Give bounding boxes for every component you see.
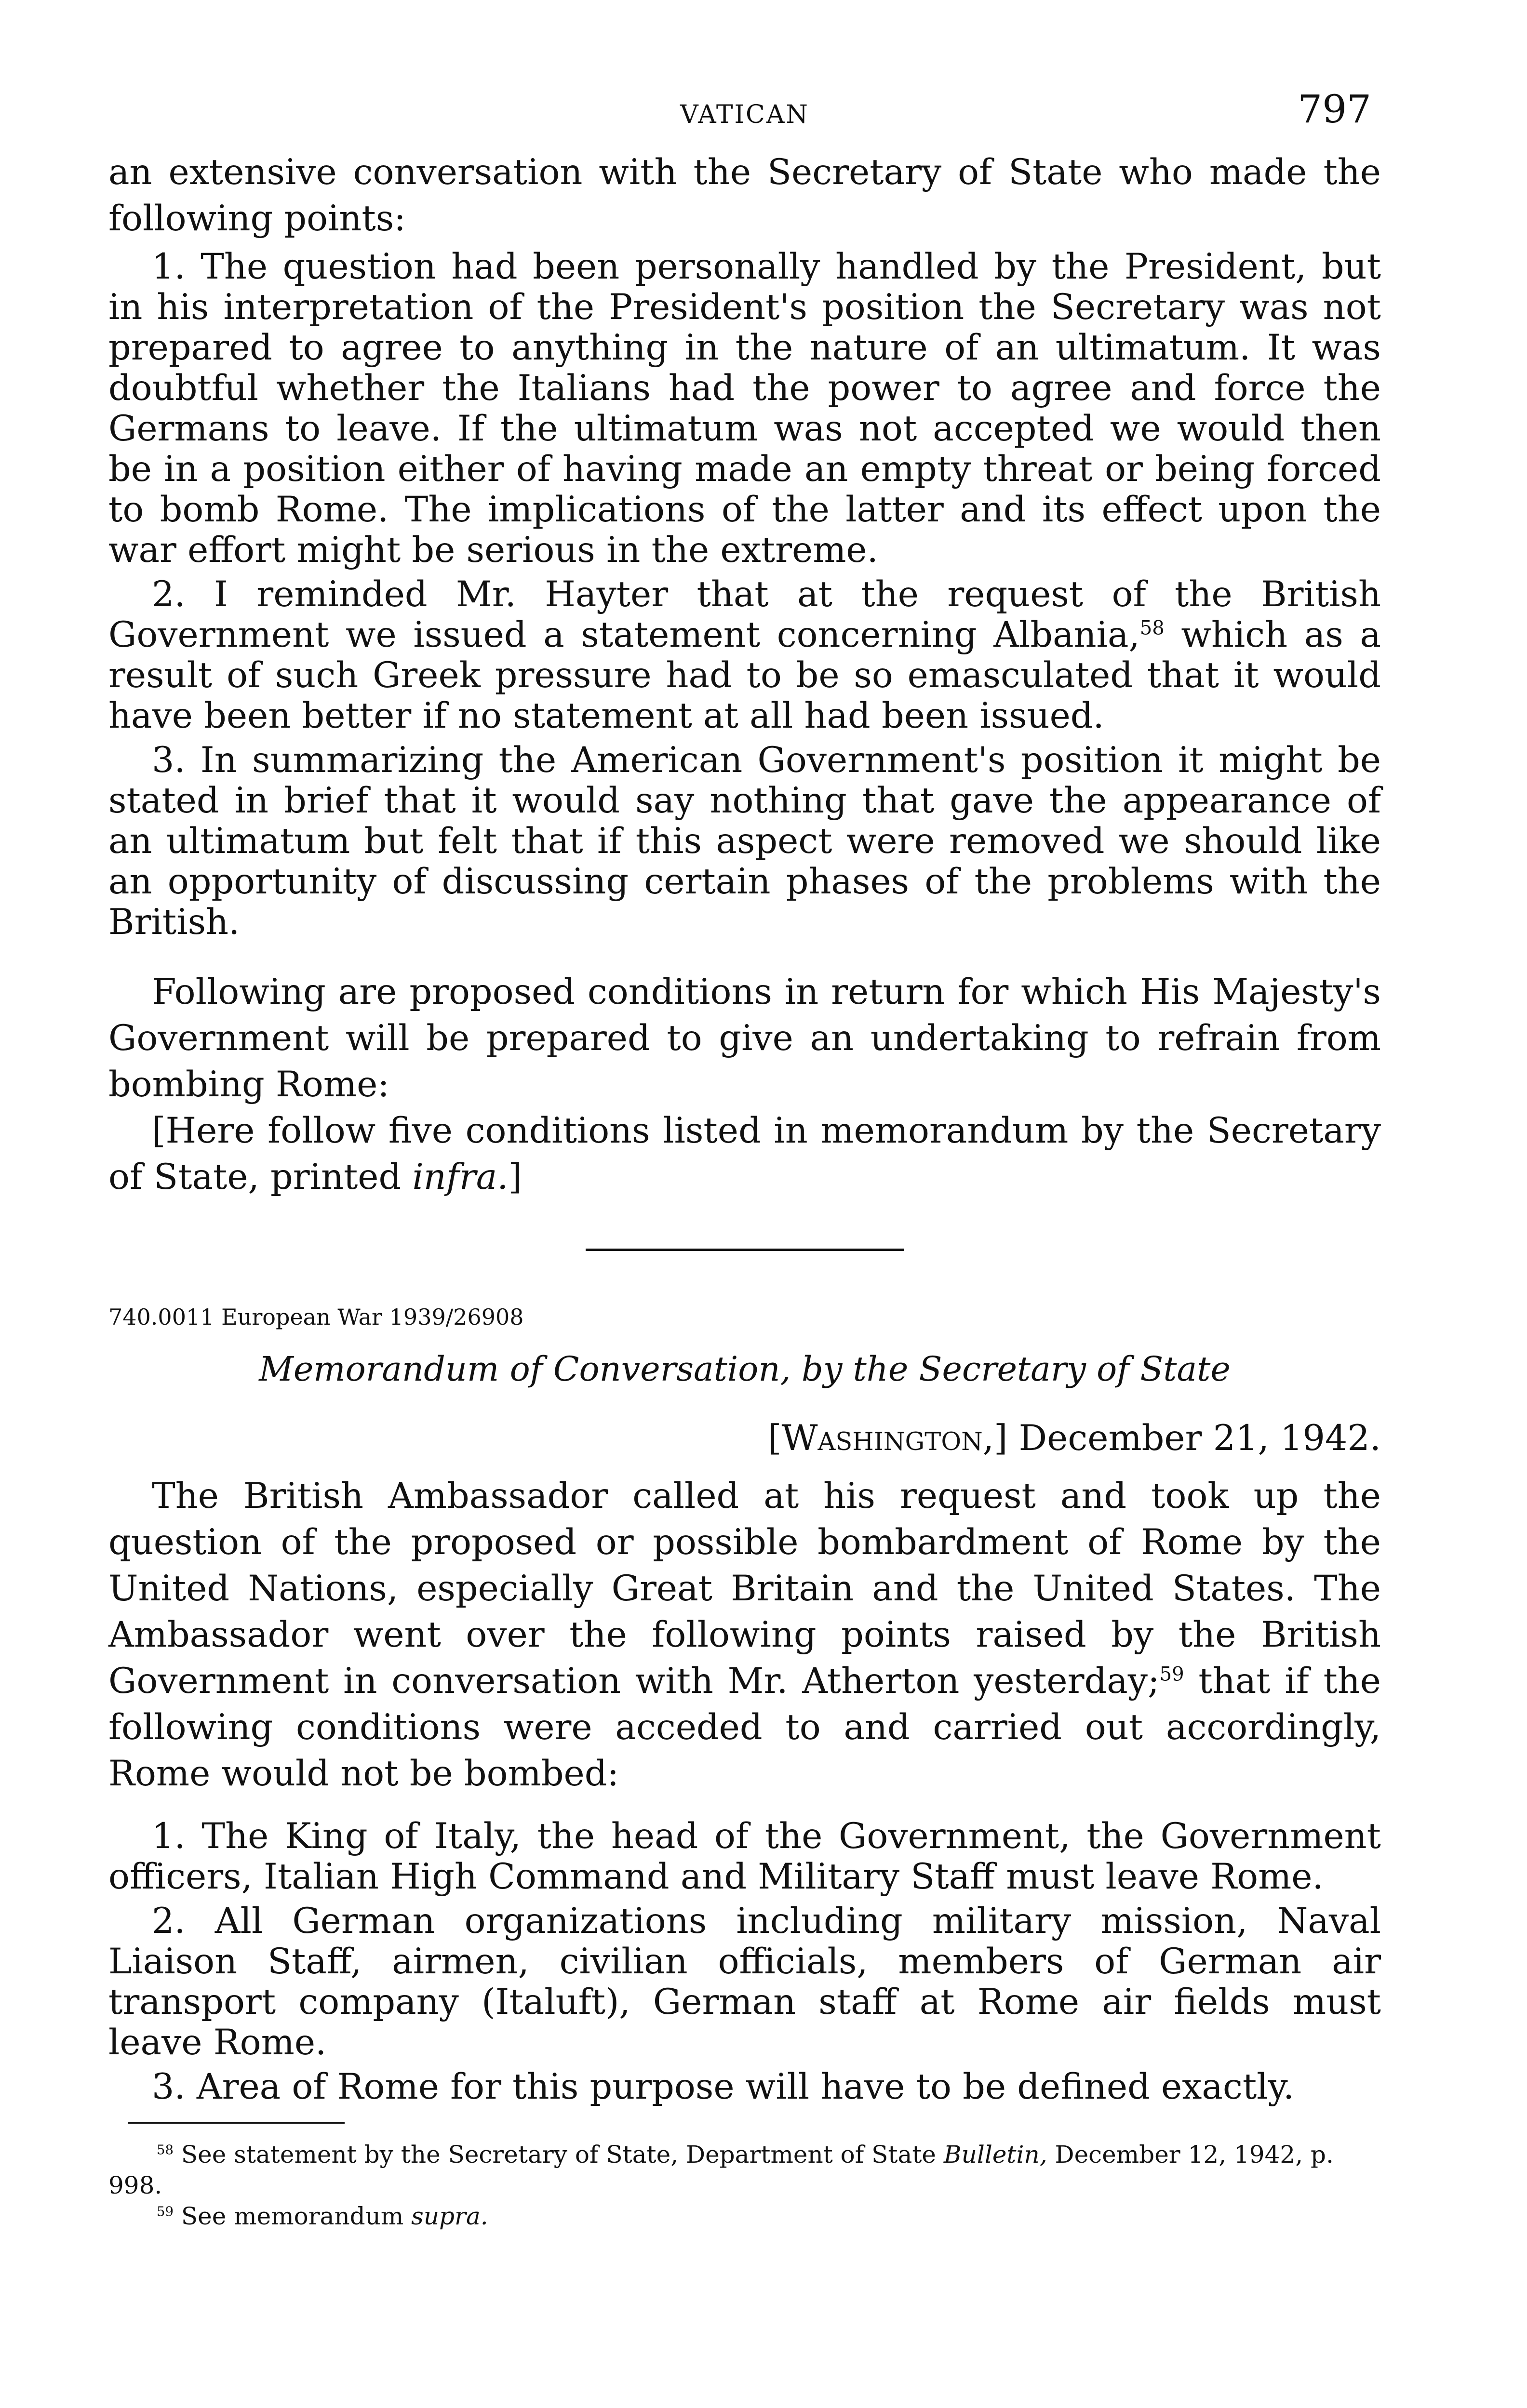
point-2: 2. I reminded Mr. Hayter that at the request of the British Government we issued a statement concerning Albania,$^{58}$ which as a result of such Greek pressure had to be so emasculated that it would have been better if no statement at all had been issued. <box>108 574 1381 736</box>
page-number: 797 <box>1298 87 1371 132</box>
footnote-rule <box>128 2122 345 2124</box>
condition-2: 2. All German organizations including military mission, Naval Liaison Staff, airmen, civilian officials, members of German air transport company (Italuft), German staff at Rome air fields must leave Rome. <box>108 1901 1381 2063</box>
following-paragraph: Following are proposed conditions in return for which His Majesty's Government will be prepared to give an undertaking to refrain from bombing Rome: <box>108 971 1381 1105</box>
point-3: 3. In summarizing the American Government's position it might be stated in brief that it would say nothing that gave the appearance of an ultimatum but felt that if this aspect were removed we should like an opportunity of discussing certain phases of the problems with the British. <box>108 740 1381 943</box>
point-1: 1. The question had been personally handled by the President, but in his interpretation of the President's position the Secretary was not prepared to agree to anything in the nature of an ultimatum. It was doubtful whether the Italians had the power to agree and force the Germans to leave. If the ultimatum was not accepted we would then be in a position either of having made an empty threat or being forced to bomb Rome. The implications of the latter and its effect upon the war effort might be serious in the extreme. <box>108 246 1381 571</box>
memo-paragraph: The British Ambassador called at his request and took up the question of the proposed or possible bombardment of Rome by the United Nations, especially Great Britain and the United States. The Ambassador went over the following points raised by the British Government in conversation with Mr. Atherton yesterday;$^{59}$ that if the following conditions were acceded to and carried out accordingly, Rome would not be bombed: <box>108 1476 1381 1794</box>
page-header <box>108 87 1381 149</box>
footnote-59: $^{59}$ See memorandum supra. <box>157 2202 488 2230</box>
condition-3: 3. Area of Rome for this purpose will have to be defined exactly. <box>152 2066 1295 2107</box>
footnote-58: $^{58}$ See statement by the Secretary of State, Department of State Bulletin, December 12, 1942, p. 998. <box>108 2141 1334 2199</box>
memo-title: Memorandum of Conversation, by the Secretary of State <box>259 1349 1231 1389</box>
secretary-points <box>108 247 1381 943</box>
condition-1: 1. The King of Italy, the head of the Government, the Government officers, Italian High Command and Military Staff must leave Rome. <box>108 1816 1381 1897</box>
footnote-ref-59[interactable]: 59 <box>1159 1663 1184 1686</box>
dateline: [Washington,] December 21, 1942. <box>768 1418 1381 1459</box>
intro-paragraph: an extensive conversation with the Secretary of State who made the following points: <box>108 152 1381 239</box>
conditions-list <box>108 1816 1381 2107</box>
footnote-ref-58[interactable]: 58 <box>1139 617 1165 639</box>
document-page <box>108 87 1381 2232</box>
running-title: VATICAN <box>680 100 809 129</box>
section-divider <box>586 1249 904 1251</box>
editorial-note: [Here follow five conditions listed in memorandum by the Secretary of State, printed infra.] <box>108 1110 1381 1197</box>
file-number: 740.0011 European War 1939/26908 <box>108 1304 524 1330</box>
footnotes <box>108 2139 1381 2232</box>
